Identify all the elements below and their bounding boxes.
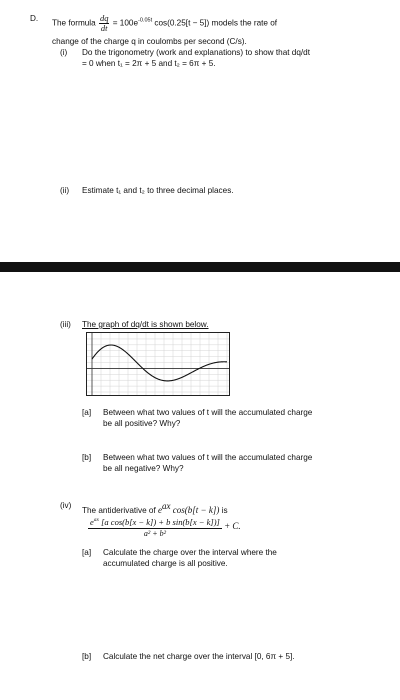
part-iv-b-text: Calculate the net charge over the interval [0, 6π + 5].	[103, 652, 295, 661]
rate-graph	[86, 332, 230, 396]
part-i-line-1: Do the trigonometry (work and explanations) to show that dq/dt	[82, 48, 311, 57]
part-iii-a-label: [a]	[82, 408, 92, 417]
part-iv-exponent: ax	[162, 501, 171, 511]
part-iv-a-line-1: Calculate the charge over the interval where the	[103, 548, 277, 557]
derivative-fraction	[99, 14, 110, 33]
problem-label: D.	[30, 14, 39, 23]
intro-suffix: models the rate of	[211, 18, 278, 28]
part-iii-text: The graph of dq/dt is shown below.	[82, 320, 209, 329]
antiderivative-exponent: ax	[93, 517, 99, 523]
intro-line-2: change of the charge q in coulombs per second (C/s).	[52, 37, 247, 46]
part-iv-line	[82, 501, 228, 516]
part-i-line-2: = 0 when t₁ = 2π + 5 and t₂ = 6π + 5.	[82, 59, 216, 68]
derivative-denominator: dt	[100, 23, 108, 33]
formula-coefficient: = 100e	[112, 18, 139, 28]
part-iv-a-label: [a]	[82, 548, 92, 557]
part-iii-b-line-1: Between what two values of t will the accumulated charge	[103, 453, 313, 462]
antiderivative-expression	[88, 515, 241, 539]
part-iv-a-line-2: accumulated charge is all positive.	[103, 559, 228, 568]
part-iv-prefix: The antiderivative of	[82, 506, 156, 515]
derivative-numerator: dq	[99, 13, 109, 23]
antiderivative-bracket: [a cos(b[x − k]) + b sin(b[x − k])]	[101, 517, 220, 527]
part-iv-label: (iv)	[60, 501, 72, 510]
antiderivative-fraction	[88, 515, 222, 539]
formula-exponent: -0.05t	[138, 17, 153, 24]
part-iii-label: (iii)	[60, 320, 71, 329]
part-iv-function: cos(b[t − k])	[172, 505, 220, 515]
antiderivative-numerator	[88, 515, 222, 529]
part-iv-suffix: is	[221, 506, 228, 515]
antiderivative-e: e	[90, 517, 94, 527]
part-iii-a-line-2: be all positive? Why?	[103, 419, 181, 428]
page-separator	[0, 262, 400, 272]
page-2	[0, 272, 400, 700]
part-ii-label: (ii)	[60, 186, 70, 195]
page-1	[0, 0, 400, 262]
part-iv-b-label: [b]	[82, 652, 92, 661]
part-i-label: (i)	[60, 48, 68, 57]
problem-intro-line	[52, 14, 277, 33]
antiderivative-denominator: a² + b²	[143, 529, 167, 538]
formula-cosine: cos(0.25[t − 5])	[154, 18, 210, 28]
intro-prefix: The formula	[52, 18, 96, 28]
part-iv-base: e	[158, 505, 163, 515]
antiderivative-constant: + C.	[224, 521, 241, 532]
part-iii-b-label: [b]	[82, 453, 92, 462]
part-iii-b-line-2: be all negative? Why?	[103, 464, 184, 473]
part-iii-a-line-1: Between what two values of t will the accumulated charge	[103, 408, 313, 417]
part-ii-text: Estimate t₁ and t₂ to three decimal places.	[82, 186, 234, 195]
